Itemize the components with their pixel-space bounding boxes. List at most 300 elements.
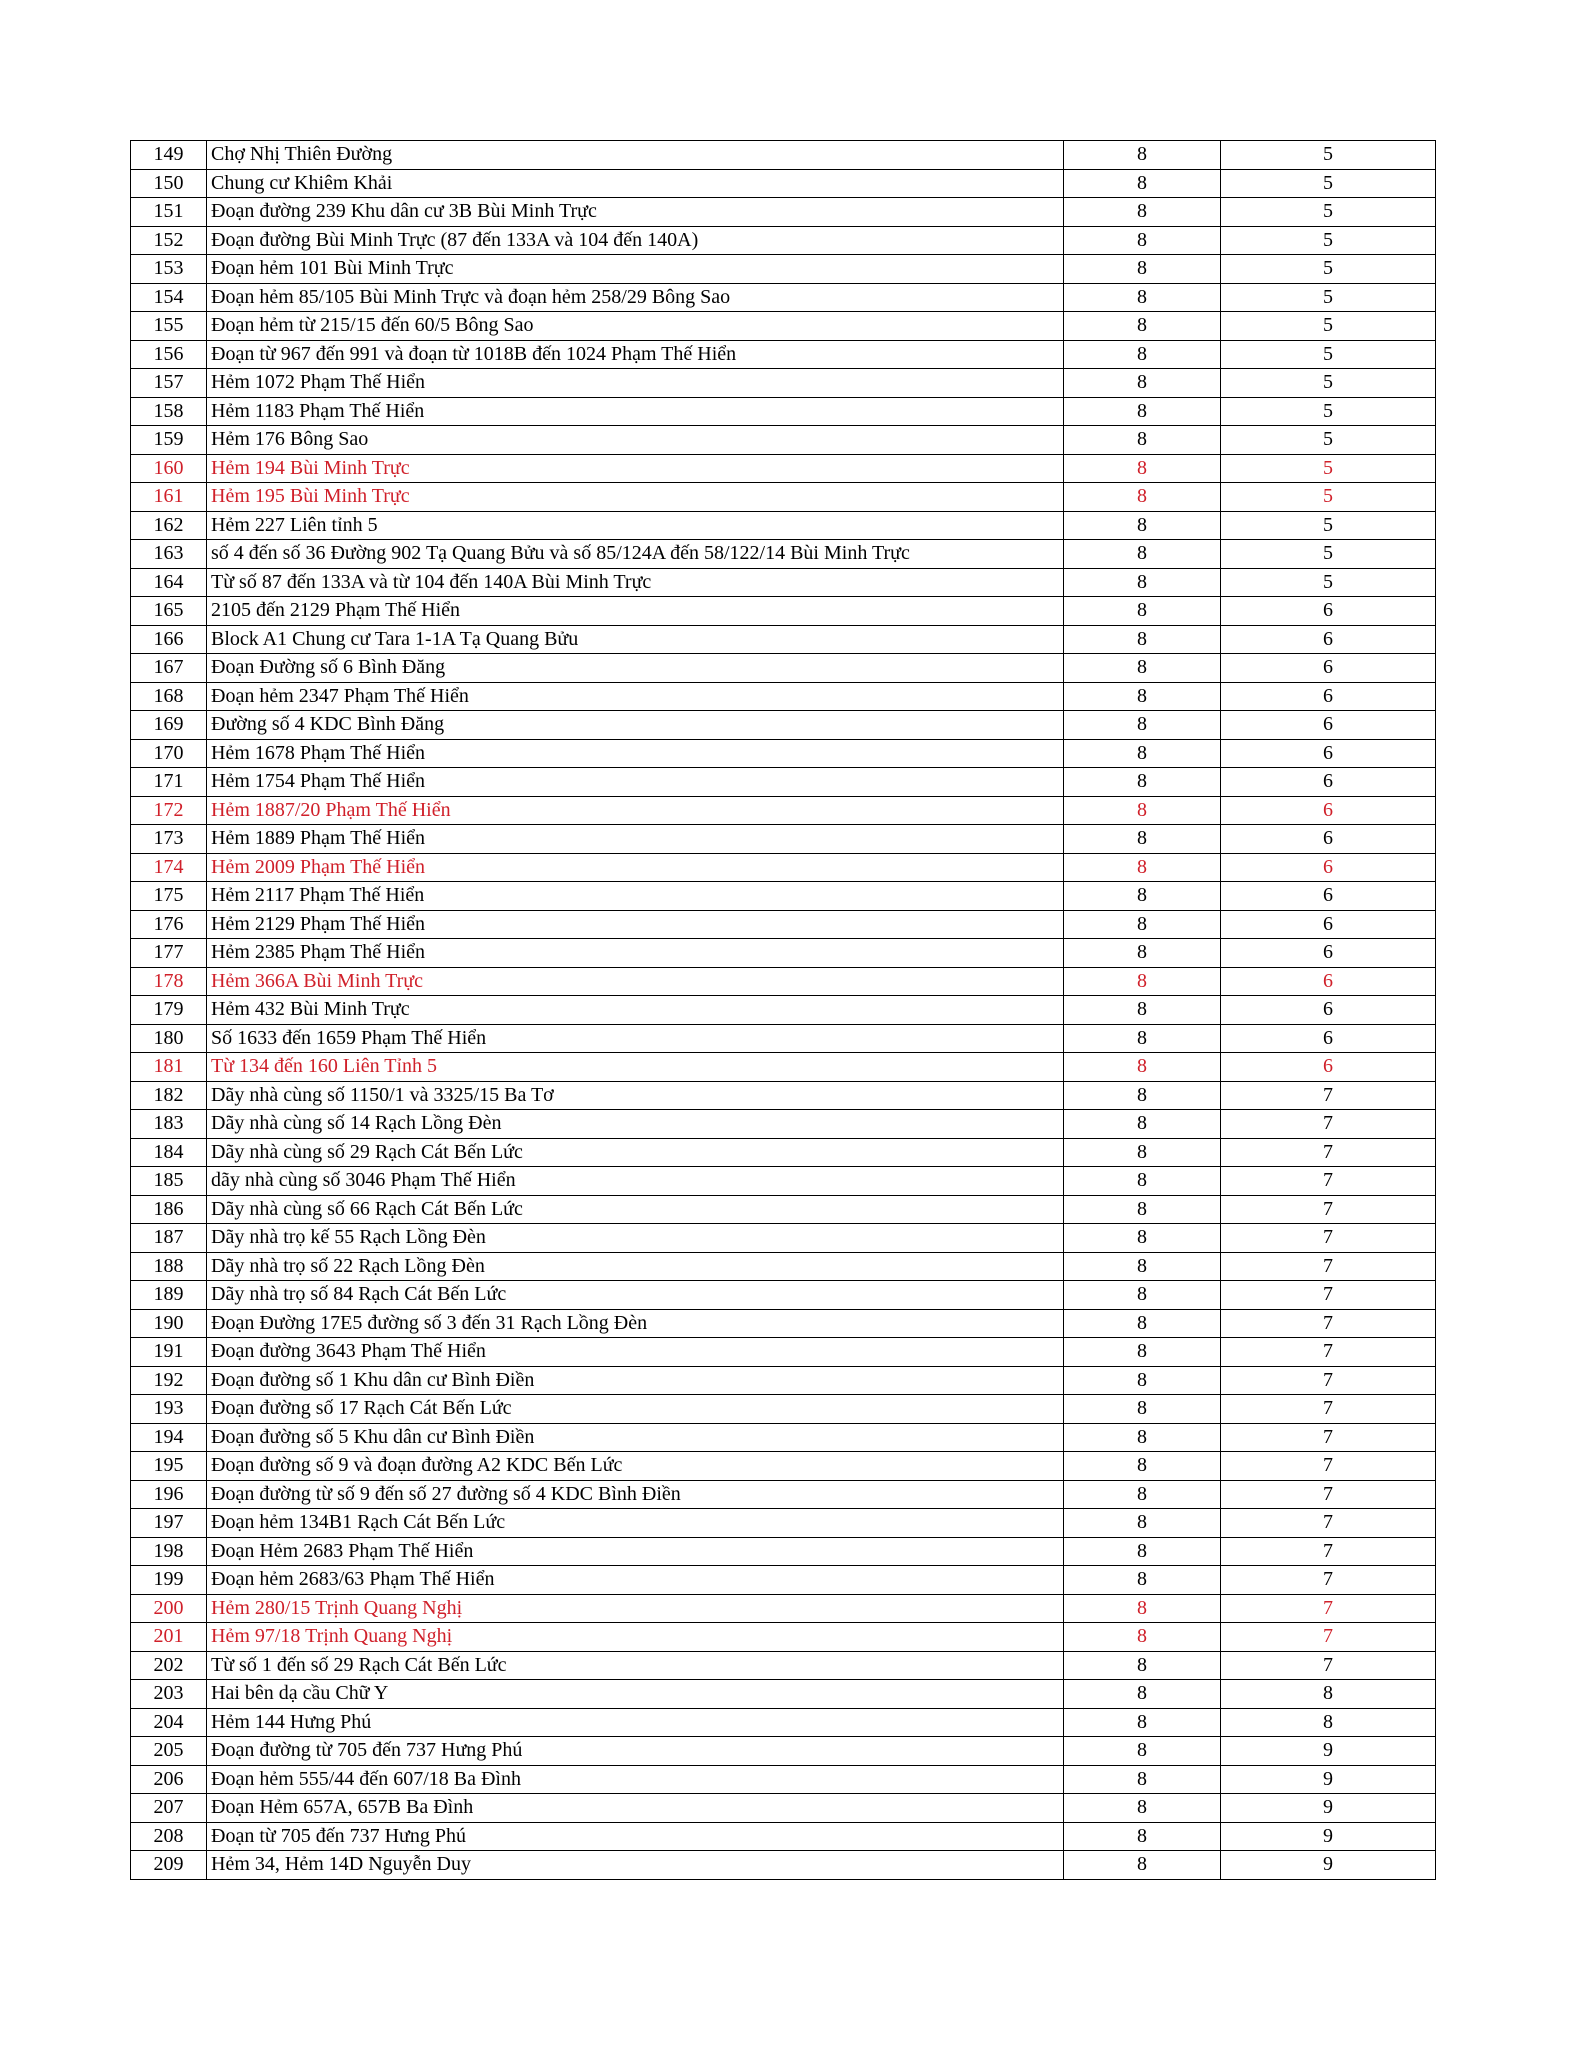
value-a: 8 bbox=[1064, 169, 1221, 198]
value-a: 8 bbox=[1064, 825, 1221, 854]
row-number: 158 bbox=[131, 397, 207, 426]
value-b: 7 bbox=[1221, 1509, 1436, 1538]
row-number: 209 bbox=[131, 1851, 207, 1880]
location-name: Dãy nhà cùng số 1150/1 và 3325/15 Ba Tơ bbox=[207, 1081, 1064, 1110]
row-number: 150 bbox=[131, 169, 207, 198]
row-number: 171 bbox=[131, 768, 207, 797]
value-a: 8 bbox=[1064, 454, 1221, 483]
location-name: Số 1633 đến 1659 Phạm Thế Hiển bbox=[207, 1024, 1064, 1053]
value-b: 7 bbox=[1221, 1594, 1436, 1623]
value-a: 8 bbox=[1064, 1423, 1221, 1452]
location-name: Đoạn đường số 9 và đoạn đường A2 KDC Bến Lức bbox=[207, 1452, 1064, 1481]
location-name: Từ số 87 đến 133A và từ 104 đến 140A Bùi Minh Trực bbox=[207, 568, 1064, 597]
location-name: Hẻm 1889 Phạm Thế Hiển bbox=[207, 825, 1064, 854]
location-name: Hẻm 195 Bùi Minh Trực bbox=[207, 483, 1064, 512]
value-b: 6 bbox=[1221, 654, 1436, 683]
value-b: 7 bbox=[1221, 1537, 1436, 1566]
table-row bbox=[131, 1480, 1436, 1509]
row-number: 194 bbox=[131, 1423, 207, 1452]
value-a: 8 bbox=[1064, 1765, 1221, 1794]
table-row bbox=[131, 682, 1436, 711]
table-row bbox=[131, 169, 1436, 198]
table-row bbox=[131, 283, 1436, 312]
row-number: 207 bbox=[131, 1794, 207, 1823]
value-a: 8 bbox=[1064, 255, 1221, 284]
table-row bbox=[131, 1024, 1436, 1053]
location-name: Hẻm 194 Bùi Minh Trực bbox=[207, 454, 1064, 483]
table-row bbox=[131, 654, 1436, 683]
value-b: 5 bbox=[1221, 483, 1436, 512]
location-name: Hẻm 432 Bùi Minh Trực bbox=[207, 996, 1064, 1025]
table-row bbox=[131, 1395, 1436, 1424]
value-b: 5 bbox=[1221, 283, 1436, 312]
row-number: 186 bbox=[131, 1195, 207, 1224]
value-a: 8 bbox=[1064, 1851, 1221, 1880]
table-row bbox=[131, 1765, 1436, 1794]
row-number: 149 bbox=[131, 141, 207, 170]
table-row bbox=[131, 369, 1436, 398]
value-a: 8 bbox=[1064, 1537, 1221, 1566]
location-name: Hẻm 144 Hưng Phú bbox=[207, 1708, 1064, 1737]
value-b: 7 bbox=[1221, 1081, 1436, 1110]
row-number: 206 bbox=[131, 1765, 207, 1794]
row-number: 184 bbox=[131, 1138, 207, 1167]
value-a: 8 bbox=[1064, 882, 1221, 911]
value-a: 8 bbox=[1064, 1138, 1221, 1167]
location-name: Hẻm 34, Hẻm 14D Nguyễn Duy bbox=[207, 1851, 1064, 1880]
table-row bbox=[131, 1509, 1436, 1538]
value-b: 6 bbox=[1221, 796, 1436, 825]
row-number: 202 bbox=[131, 1651, 207, 1680]
table-row bbox=[131, 1252, 1436, 1281]
row-number: 168 bbox=[131, 682, 207, 711]
row-number: 167 bbox=[131, 654, 207, 683]
value-b: 5 bbox=[1221, 141, 1436, 170]
row-number: 189 bbox=[131, 1281, 207, 1310]
location-name: Dãy nhà cùng số 14 Rạch Lồng Đèn bbox=[207, 1110, 1064, 1139]
value-b: 6 bbox=[1221, 682, 1436, 711]
location-name: Hẻm 1754 Phạm Thế Hiển bbox=[207, 768, 1064, 797]
value-a: 8 bbox=[1064, 1395, 1221, 1424]
location-name: Dãy nhà cùng số 66 Rạch Cát Bến Lức bbox=[207, 1195, 1064, 1224]
table-row bbox=[131, 1594, 1436, 1623]
value-a: 8 bbox=[1064, 568, 1221, 597]
row-number: 163 bbox=[131, 540, 207, 569]
row-number: 156 bbox=[131, 340, 207, 369]
row-number: 165 bbox=[131, 597, 207, 626]
value-b: 9 bbox=[1221, 1765, 1436, 1794]
location-name: Hẻm 176 Bông Sao bbox=[207, 426, 1064, 455]
value-b: 5 bbox=[1221, 540, 1436, 569]
row-number: 155 bbox=[131, 312, 207, 341]
location-name: dãy nhà cùng số 3046 Phạm Thế Hiển bbox=[207, 1167, 1064, 1196]
row-number: 159 bbox=[131, 426, 207, 455]
value-b: 5 bbox=[1221, 511, 1436, 540]
value-b: 6 bbox=[1221, 825, 1436, 854]
row-number: 193 bbox=[131, 1395, 207, 1424]
table-row bbox=[131, 540, 1436, 569]
table-row bbox=[131, 825, 1436, 854]
table-row bbox=[131, 711, 1436, 740]
row-number: 188 bbox=[131, 1252, 207, 1281]
row-number: 180 bbox=[131, 1024, 207, 1053]
value-a: 8 bbox=[1064, 369, 1221, 398]
table-row bbox=[131, 141, 1436, 170]
table-row bbox=[131, 1566, 1436, 1595]
value-b: 6 bbox=[1221, 967, 1436, 996]
value-a: 8 bbox=[1064, 1680, 1221, 1709]
table-row bbox=[131, 255, 1436, 284]
location-name: Đoạn hẻm 2683/63 Phạm Thế Hiển bbox=[207, 1566, 1064, 1595]
table-row bbox=[131, 1110, 1436, 1139]
table-row bbox=[131, 1224, 1436, 1253]
value-b: 7 bbox=[1221, 1623, 1436, 1652]
location-name: số 4 đến số 36 Đường 902 Tạ Quang Bửu và số 85/124A đến 58/122/14 Bùi Minh Trực bbox=[207, 540, 1064, 569]
value-b: 9 bbox=[1221, 1737, 1436, 1766]
value-b: 7 bbox=[1221, 1480, 1436, 1509]
value-b: 6 bbox=[1221, 996, 1436, 1025]
value-b: 6 bbox=[1221, 711, 1436, 740]
row-number: 177 bbox=[131, 939, 207, 968]
row-number: 192 bbox=[131, 1366, 207, 1395]
value-a: 8 bbox=[1064, 1338, 1221, 1367]
table-row bbox=[131, 568, 1436, 597]
value-a: 8 bbox=[1064, 426, 1221, 455]
table-row bbox=[131, 739, 1436, 768]
value-a: 8 bbox=[1064, 625, 1221, 654]
location-name: Đoạn Đường 17E5 đường số 3 đến 31 Rạch Lồng Đèn bbox=[207, 1309, 1064, 1338]
value-a: 8 bbox=[1064, 739, 1221, 768]
location-name: Đoạn đường từ số 9 đến số 27 đường số 4 KDC Bình Điền bbox=[207, 1480, 1064, 1509]
row-number: 191 bbox=[131, 1338, 207, 1367]
row-number: 175 bbox=[131, 882, 207, 911]
row-number: 204 bbox=[131, 1708, 207, 1737]
table-row bbox=[131, 397, 1436, 426]
table-row bbox=[131, 1452, 1436, 1481]
value-a: 8 bbox=[1064, 1794, 1221, 1823]
location-name: Dãy nhà trọ số 22 Rạch Lồng Đèn bbox=[207, 1252, 1064, 1281]
row-number: 190 bbox=[131, 1309, 207, 1338]
data-table bbox=[130, 140, 1436, 1880]
value-b: 6 bbox=[1221, 1053, 1436, 1082]
value-a: 8 bbox=[1064, 1822, 1221, 1851]
value-b: 9 bbox=[1221, 1794, 1436, 1823]
value-a: 8 bbox=[1064, 853, 1221, 882]
row-number: 157 bbox=[131, 369, 207, 398]
table-body bbox=[131, 141, 1436, 1880]
location-name: Hẻm 366A Bùi Minh Trực bbox=[207, 967, 1064, 996]
value-b: 7 bbox=[1221, 1423, 1436, 1452]
table-row bbox=[131, 1651, 1436, 1680]
row-number: 164 bbox=[131, 568, 207, 597]
row-number: 203 bbox=[131, 1680, 207, 1709]
location-name: Đoạn hẻm 555/44 đến 607/18 Ba Đình bbox=[207, 1765, 1064, 1794]
location-name: Hẻm 2009 Phạm Thế Hiển bbox=[207, 853, 1064, 882]
value-b: 7 bbox=[1221, 1338, 1436, 1367]
table-row bbox=[131, 1338, 1436, 1367]
row-number: 179 bbox=[131, 996, 207, 1025]
location-name: Đoạn Hẻm 657A, 657B Ba Đình bbox=[207, 1794, 1064, 1823]
value-b: 9 bbox=[1221, 1851, 1436, 1880]
value-a: 8 bbox=[1064, 1737, 1221, 1766]
row-number: 151 bbox=[131, 198, 207, 227]
table-row bbox=[131, 1537, 1436, 1566]
value-a: 8 bbox=[1064, 340, 1221, 369]
value-a: 8 bbox=[1064, 1566, 1221, 1595]
value-a: 8 bbox=[1064, 1224, 1221, 1253]
row-number: 160 bbox=[131, 454, 207, 483]
table-row bbox=[131, 1737, 1436, 1766]
value-b: 6 bbox=[1221, 910, 1436, 939]
value-a: 8 bbox=[1064, 654, 1221, 683]
table-row bbox=[131, 1366, 1436, 1395]
location-name: Đoạn Đường số 6 Bình Đăng bbox=[207, 654, 1064, 683]
value-a: 8 bbox=[1064, 312, 1221, 341]
location-name: Đoạn đường số 5 Khu dân cư Bình Điền bbox=[207, 1423, 1064, 1452]
location-name: Hẻm 2385 Phạm Thế Hiển bbox=[207, 939, 1064, 968]
location-name: Block A1 Chung cư Tara 1-1A Tạ Quang Bửu bbox=[207, 625, 1064, 654]
row-number: 205 bbox=[131, 1737, 207, 1766]
location-name: Đoạn hẻm 101 Bùi Minh Trực bbox=[207, 255, 1064, 284]
location-name: Hẻm 1887/20 Phạm Thế Hiển bbox=[207, 796, 1064, 825]
row-number: 200 bbox=[131, 1594, 207, 1623]
location-name: Đoạn đường Bùi Minh Trực (87 đến 133A và 104 đến 140A) bbox=[207, 226, 1064, 255]
location-name: Hẻm 280/15 Trịnh Quang Nghị bbox=[207, 1594, 1064, 1623]
value-b: 8 bbox=[1221, 1680, 1436, 1709]
table-row bbox=[131, 1281, 1436, 1310]
location-name: Đoạn hẻm 2347 Phạm Thế Hiển bbox=[207, 682, 1064, 711]
value-a: 8 bbox=[1064, 1708, 1221, 1737]
row-number: 154 bbox=[131, 283, 207, 312]
value-b: 5 bbox=[1221, 312, 1436, 341]
table-row bbox=[131, 1794, 1436, 1823]
location-name: Đoạn từ 705 đến 737 Hưng Phú bbox=[207, 1822, 1064, 1851]
table-row bbox=[131, 939, 1436, 968]
table-row bbox=[131, 426, 1436, 455]
location-name: Đoạn từ 967 đến 991 và đoạn từ 1018B đến 1024 Phạm Thế Hiển bbox=[207, 340, 1064, 369]
value-a: 8 bbox=[1064, 1281, 1221, 1310]
value-a: 8 bbox=[1064, 682, 1221, 711]
table-row bbox=[131, 882, 1436, 911]
location-name: Đoạn đường số 17 Rạch Cát Bến Lức bbox=[207, 1395, 1064, 1424]
location-name: Hẻm 2129 Phạm Thế Hiển bbox=[207, 910, 1064, 939]
location-name: Hẻm 2117 Phạm Thế Hiển bbox=[207, 882, 1064, 911]
location-name: 2105 đến 2129 Phạm Thế Hiển bbox=[207, 597, 1064, 626]
table-row bbox=[131, 198, 1436, 227]
location-name: Từ số 1 đến số 29 Rạch Cát Bến Lức bbox=[207, 1651, 1064, 1680]
table-row bbox=[131, 1081, 1436, 1110]
location-name: Hẻm 97/18 Trịnh Quang Nghị bbox=[207, 1623, 1064, 1652]
value-a: 8 bbox=[1064, 1053, 1221, 1082]
location-name: Hẻm 227 Liên tỉnh 5 bbox=[207, 511, 1064, 540]
table-row bbox=[131, 1851, 1436, 1880]
row-number: 199 bbox=[131, 1566, 207, 1595]
row-number: 169 bbox=[131, 711, 207, 740]
value-b: 5 bbox=[1221, 397, 1436, 426]
location-name: Từ 134 đến 160 Liên Tỉnh 5 bbox=[207, 1053, 1064, 1082]
row-number: 183 bbox=[131, 1110, 207, 1139]
value-a: 8 bbox=[1064, 1623, 1221, 1652]
value-b: 6 bbox=[1221, 1024, 1436, 1053]
table-row bbox=[131, 340, 1436, 369]
value-b: 7 bbox=[1221, 1195, 1436, 1224]
row-number: 173 bbox=[131, 825, 207, 854]
value-a: 8 bbox=[1064, 910, 1221, 939]
value-a: 8 bbox=[1064, 597, 1221, 626]
value-a: 8 bbox=[1064, 1252, 1221, 1281]
value-b: 7 bbox=[1221, 1167, 1436, 1196]
value-a: 8 bbox=[1064, 483, 1221, 512]
table-row bbox=[131, 1167, 1436, 1196]
location-name: Đoạn đường 239 Khu dân cư 3B Bùi Minh Trực bbox=[207, 198, 1064, 227]
location-name: Dãy nhà trọ kế 55 Rạch Lồng Đèn bbox=[207, 1224, 1064, 1253]
table-row bbox=[131, 597, 1436, 626]
row-number: 201 bbox=[131, 1623, 207, 1652]
value-b: 7 bbox=[1221, 1651, 1436, 1680]
location-name: Đoạn hẻm 134B1 Rạch Cát Bến Lức bbox=[207, 1509, 1064, 1538]
value-a: 8 bbox=[1064, 511, 1221, 540]
value-a: 8 bbox=[1064, 939, 1221, 968]
row-number: 161 bbox=[131, 483, 207, 512]
value-a: 8 bbox=[1064, 1195, 1221, 1224]
row-number: 153 bbox=[131, 255, 207, 284]
table-row bbox=[131, 1195, 1436, 1224]
table-row bbox=[131, 625, 1436, 654]
row-number: 181 bbox=[131, 1053, 207, 1082]
table-row bbox=[131, 454, 1436, 483]
row-number: 187 bbox=[131, 1224, 207, 1253]
table-row bbox=[131, 768, 1436, 797]
value-a: 8 bbox=[1064, 1309, 1221, 1338]
row-number: 174 bbox=[131, 853, 207, 882]
value-b: 7 bbox=[1221, 1309, 1436, 1338]
row-number: 185 bbox=[131, 1167, 207, 1196]
value-b: 5 bbox=[1221, 226, 1436, 255]
value-b: 5 bbox=[1221, 568, 1436, 597]
value-b: 7 bbox=[1221, 1252, 1436, 1281]
value-a: 8 bbox=[1064, 1024, 1221, 1053]
value-b: 7 bbox=[1221, 1452, 1436, 1481]
location-name: Đoạn đường số 1 Khu dân cư Bình Điền bbox=[207, 1366, 1064, 1395]
location-name: Hẻm 1072 Phạm Thế Hiển bbox=[207, 369, 1064, 398]
value-a: 8 bbox=[1064, 198, 1221, 227]
value-a: 8 bbox=[1064, 540, 1221, 569]
value-b: 7 bbox=[1221, 1138, 1436, 1167]
location-name: Đường số 4 KDC Bình Đăng bbox=[207, 711, 1064, 740]
value-a: 8 bbox=[1064, 967, 1221, 996]
value-a: 8 bbox=[1064, 1509, 1221, 1538]
value-a: 8 bbox=[1064, 996, 1221, 1025]
value-b: 6 bbox=[1221, 882, 1436, 911]
row-number: 198 bbox=[131, 1537, 207, 1566]
value-b: 5 bbox=[1221, 169, 1436, 198]
value-a: 8 bbox=[1064, 796, 1221, 825]
value-b: 9 bbox=[1221, 1822, 1436, 1851]
location-name: Đoạn Hẻm 2683 Phạm Thế Hiển bbox=[207, 1537, 1064, 1566]
row-number: 197 bbox=[131, 1509, 207, 1538]
table-row bbox=[131, 910, 1436, 939]
value-a: 8 bbox=[1064, 1366, 1221, 1395]
table-row bbox=[131, 853, 1436, 882]
row-number: 196 bbox=[131, 1480, 207, 1509]
value-a: 8 bbox=[1064, 1167, 1221, 1196]
value-b: 5 bbox=[1221, 198, 1436, 227]
value-a: 8 bbox=[1064, 1594, 1221, 1623]
value-b: 5 bbox=[1221, 426, 1436, 455]
table-row bbox=[131, 1623, 1436, 1652]
location-name: Hẻm 1183 Phạm Thế Hiển bbox=[207, 397, 1064, 426]
value-b: 7 bbox=[1221, 1110, 1436, 1139]
value-a: 8 bbox=[1064, 397, 1221, 426]
row-number: 172 bbox=[131, 796, 207, 825]
value-b: 5 bbox=[1221, 340, 1436, 369]
table-row bbox=[131, 1053, 1436, 1082]
table-row bbox=[131, 1708, 1436, 1737]
table-row bbox=[131, 1680, 1436, 1709]
value-b: 7 bbox=[1221, 1395, 1436, 1424]
value-b: 6 bbox=[1221, 768, 1436, 797]
row-number: 182 bbox=[131, 1081, 207, 1110]
value-a: 8 bbox=[1064, 1081, 1221, 1110]
table-row bbox=[131, 967, 1436, 996]
value-a: 8 bbox=[1064, 1110, 1221, 1139]
location-name: Đoạn đường 3643 Phạm Thế Hiển bbox=[207, 1338, 1064, 1367]
table-row bbox=[131, 1822, 1436, 1851]
value-b: 6 bbox=[1221, 597, 1436, 626]
table-row bbox=[131, 226, 1436, 255]
value-b: 6 bbox=[1221, 625, 1436, 654]
value-b: 5 bbox=[1221, 255, 1436, 284]
table-row bbox=[131, 483, 1436, 512]
value-a: 8 bbox=[1064, 1452, 1221, 1481]
value-b: 6 bbox=[1221, 939, 1436, 968]
value-a: 8 bbox=[1064, 768, 1221, 797]
location-name: Dãy nhà trọ số 84 Rạch Cát Bến Lức bbox=[207, 1281, 1064, 1310]
table-row bbox=[131, 1309, 1436, 1338]
table-row bbox=[131, 312, 1436, 341]
table-row bbox=[131, 1138, 1436, 1167]
value-b: 5 bbox=[1221, 454, 1436, 483]
table-row bbox=[131, 1423, 1436, 1452]
location-name: Dãy nhà cùng số 29 Rạch Cát Bến Lức bbox=[207, 1138, 1064, 1167]
value-b: 8 bbox=[1221, 1708, 1436, 1737]
location-name: Hai bên dạ cầu Chữ Y bbox=[207, 1680, 1064, 1709]
value-b: 7 bbox=[1221, 1566, 1436, 1595]
value-a: 8 bbox=[1064, 1480, 1221, 1509]
value-a: 8 bbox=[1064, 283, 1221, 312]
row-number: 195 bbox=[131, 1452, 207, 1481]
table-row bbox=[131, 511, 1436, 540]
location-name: Chung cư Khiêm Khải bbox=[207, 169, 1064, 198]
value-b: 7 bbox=[1221, 1366, 1436, 1395]
value-b: 6 bbox=[1221, 853, 1436, 882]
location-name: Hẻm 1678 Phạm Thế Hiển bbox=[207, 739, 1064, 768]
table-row bbox=[131, 996, 1436, 1025]
value-a: 8 bbox=[1064, 1651, 1221, 1680]
row-number: 208 bbox=[131, 1822, 207, 1851]
row-number: 166 bbox=[131, 625, 207, 654]
location-name: Đoạn đường từ 705 đến 737 Hưng Phú bbox=[207, 1737, 1064, 1766]
value-b: 5 bbox=[1221, 369, 1436, 398]
row-number: 162 bbox=[131, 511, 207, 540]
value-b: 6 bbox=[1221, 739, 1436, 768]
location-name: Chợ Nhị Thiên Đường bbox=[207, 141, 1064, 170]
value-a: 8 bbox=[1064, 141, 1221, 170]
location-name: Đoạn hẻm từ 215/15 đến 60/5 Bông Sao bbox=[207, 312, 1064, 341]
row-number: 178 bbox=[131, 967, 207, 996]
value-a: 8 bbox=[1064, 711, 1221, 740]
table-row bbox=[131, 796, 1436, 825]
